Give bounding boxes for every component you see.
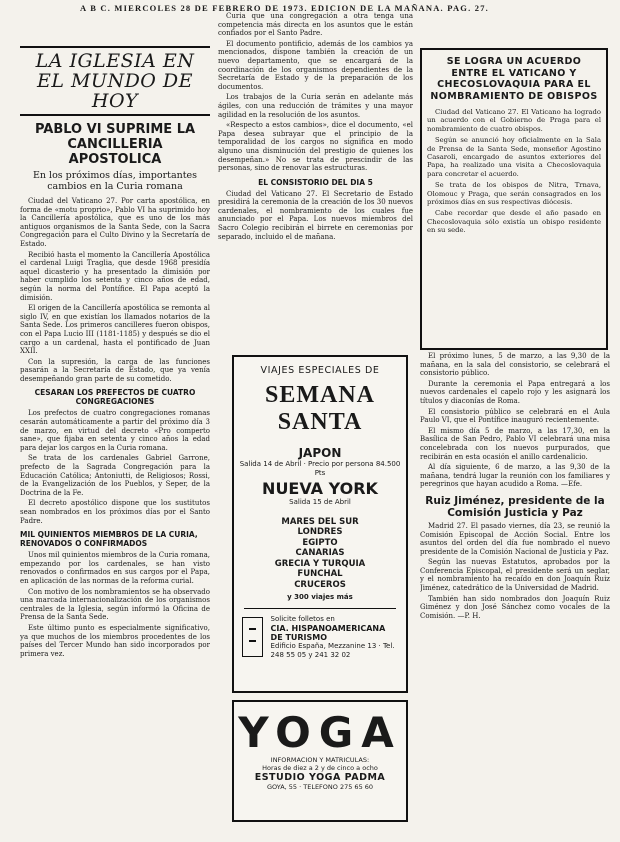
article-paragraph: El próximo lunes, 5 de marzo, a las 9,30 de la mañana, en la sala del consistorio, se celebrará el consistorio público. bbox=[420, 352, 610, 378]
section-kicker: LA IGLESIA EN EL MUNDO DE HOY bbox=[20, 46, 210, 116]
ad-destination-list bbox=[234, 517, 406, 591]
ad-intro: VIAJES ESPECIALES DE bbox=[260, 365, 380, 376]
ad-destination-detail: Salida 15 de Abril bbox=[289, 498, 351, 506]
article-paragraph: Los trabajos de la Curia serán en adelante más ágiles, con una reducción de trámites y una mayor agilidad en la resolución de los asuntos. bbox=[218, 93, 413, 119]
section-heading-curia: MIL QUINIENTOS MIEMBROS DE LA CURIA, RENOVADOS O CONFIRMADOS bbox=[20, 530, 198, 549]
article-paragraph: Este último punto es especialmente significativo, ya que muchos de los miembros procedentes de los países del Tercer Mundo han sido incorporados por primera vez. bbox=[20, 623, 210, 658]
section-heading-prefects: CESARAN LOS PREFECTOS DE CUATRO CONGREGACIONES bbox=[34, 388, 196, 407]
article-paragraph: Ciudad del Vaticano 27. Por carta apostólica, en forma de «motu proprio», Pablo VI ha suprimido hoy la Cancillería apostólica, que es uno de los más antiguos organismos de la Santa Sede, con la Sacra Congregación para el Culto Divino y la Secretaría de Estado. bbox=[20, 197, 210, 248]
ad-more: y 300 viajes más bbox=[287, 593, 353, 601]
article-paragraph: El decreto apostólico dispone que los sustitutos sean nombrados en los próximos días por el Santo Padre. bbox=[20, 499, 210, 525]
agreement-headline: SE LOGRA UN ACUERDO ENTRE EL VATICANO Y CHECOSLOVAQUIA PARA EL NOMBRAMIENTO DE OBISPOS bbox=[430, 56, 598, 102]
article-paragraph: El mismo día 5 de marzo, a las 17,30, en la Basílica de San Pedro, Pablo VI celebrará una misa concelebrada con los nuevos purpurados, que recibirán en esta ocasión el anillo cardenalicio. bbox=[420, 426, 610, 461]
list-item: MARES DEL SUR bbox=[281, 516, 359, 527]
yoga-address: GOYA, 55 · TELEFONO 275 65 60 bbox=[266, 783, 374, 791]
list-item: CANARIAS bbox=[295, 548, 345, 558]
article-paragraph: Durante la ceremonia el Papa entregará a los nuevos cardenales el capelo rojo y les asignará los títulos y diaconías de Roma. bbox=[420, 379, 610, 405]
article-paragraph: Se trata de los obispos de Nitra, Trnava, Olomouc y Praga, que serán consagrados en los próximos días en sus respectivas diócesis. bbox=[427, 181, 601, 207]
ad-destination-detail: Salida 14 de Abril · Precio por persona 84.500 Pts bbox=[239, 460, 401, 477]
travel-advertisement bbox=[232, 355, 408, 693]
article-paragraph: Se trata de los cardenales Gabriel Garrone, prefecto de la Sagrada Congregación para la Educación Católica; Antoniutti, de Religiosos; Rossi, de la Evangelización de los Pueblos, y Seper, de la Doctrina de la Fe. bbox=[20, 454, 210, 497]
agreement-box bbox=[420, 48, 608, 350]
article-paragraph: Los prefectos de cuatro congregaciones romanas cesarán automáticamente a partir del próximo día 3 de marzo, en virtud del decreto «Pro comperto sane», que fijaba en setenta y cinco años la edad para dejar los cargos en la Curia romana. bbox=[20, 409, 210, 452]
yoga-info: INFORMACION Y MATRICULAS: bbox=[270, 756, 370, 764]
list-item: CRUCEROS bbox=[294, 579, 346, 590]
article-paragraph: Según las nuevas Estatutos, aprobados por la Conferencia Episcopal, el presidente será un seglar, y el nombramiento ha recaído en don Joaquín Ruiz Jiménez, catedrático de la Universidad de Madrid. bbox=[420, 558, 610, 593]
list-item: EGIPTO bbox=[302, 537, 338, 548]
article-paragraph: El consistorio público se celebrará en el Aula Paulo VI, que el Pontífice inauguró recientemente. bbox=[420, 407, 610, 425]
article-paragraph: Al día siguiente, 6 de marzo, a las 9,30 de la mañana, tendrá lugar la reunión con los familiares y peregrinos que hayan acudido a Roma. —Efe. bbox=[420, 463, 610, 489]
article-paragraph: Unos mil quinientos miembros de la Curia romana, empezando por los cardenales, se han visto renovados o confirmados en sus cargos por el Papa, en aplicación de las normas de la reforma curial. bbox=[20, 551, 210, 585]
article-paragraph: También han sido nombrados don Joaquín Ruiz Giménez y don José Sánchez como vocales de la Comisión. —P. H. bbox=[420, 594, 610, 620]
agency-address: Edificio España, Mezzanine 13 · Tel. 248 55 05 y 241 32 02 bbox=[270, 641, 395, 659]
list-item: FUNCHAL bbox=[297, 569, 343, 579]
agency-block bbox=[234, 615, 406, 660]
agency-intro: Solicite folletos en bbox=[270, 614, 335, 623]
list-item: LONDRES bbox=[297, 527, 343, 537]
article-paragraph: Con motivo de los nombramientos se ha observado una marcada internacionalización de los organismos centrales de la Iglesia, según informó la Oficina de Prensa de la Santa Sede. bbox=[20, 587, 210, 622]
divider bbox=[244, 608, 396, 609]
article-paragraph: Curia que una congregación a otra tenga una competencia más directa en los asuntos que le están confiados por el Santo Padre. bbox=[218, 12, 413, 38]
article-paragraph: Ciudad del Vaticano 27. El Vaticano ha logrado un acuerdo con el Gobierno de Praga para el nombramiento de cuatro obispos. bbox=[427, 108, 601, 133]
yoga-title: YOGA bbox=[238, 708, 402, 757]
article-paragraph: El origen de la Cancillería apostólica se remonta al siglo IV, en que existían los llamados notarios de la Santa Sede. Los primeros cancilleres fueron obispos, con el Papa Lucio III (1181-1185) y después se dio el cargo a un cardenal, hasta el pontificado de Juan XXII. bbox=[20, 304, 210, 356]
article-paragraph: Según se anunció hoy oficialmente en la Sala de Prensa de la Santa Sede, monseñor Agostino Casaroli, encargado de asuntos exteriores del Papa, ha realizado una visita a Checoslovaquia para concretar el acuerdo. bbox=[427, 136, 601, 178]
ad-title: SEMANA SANTA bbox=[264, 382, 375, 435]
article-paragraph: Ciudad del Vaticano 27. El Secretario de Estado presidirá la ceremonia de la creación de los 30 nuevos cardenales, el nombramiento de los cuales fue anunciado por el Papa. Los nuevos miembros del Sacro Colegio recibirán el birrete en ceremonias por separado, incluido el de mañana. bbox=[218, 189, 413, 241]
article-paragraph: «Respecto a estos cambios», dice el documento, «el Papa desea subrayar que el principio de la temporalidad de los cargos no significa en modo alguno una disminución del prestigio de quienes los desempeñan.» No se trata de prescindir de las personas, sino de renovar las estructuras. bbox=[218, 121, 413, 173]
column-3-text bbox=[420, 352, 610, 832]
page-header: A B C. MIERCOLES 28 DE FEBRERO DE 1973. EDICION DE LA MAÑANA. PAG. 27. bbox=[80, 3, 489, 13]
ruiz-jimenez-headline: Ruiz Jiménez, presidente de la Comisión Justicia y Paz bbox=[425, 494, 605, 519]
agency-logo-icon bbox=[242, 617, 263, 657]
article-paragraph: Madrid 27. El pasado viernes, día 23, se reunió la Comisión Episcopal de Acción Social. Entre los asuntos del orden del día fue nombrado el nuevo presidente de la Comisión Nacional de Justicia y Paz. bbox=[420, 521, 610, 556]
article-paragraph: Con la supresión, la carga de las funciones pasarán a la Secretaría de Estado, que ya venía desempeñando gran parte de su cometido. bbox=[20, 357, 210, 383]
main-headline: PABLO VI SUPRIME LA CANCILLERIA APOSTOLICA bbox=[34, 122, 196, 167]
column-2-text bbox=[218, 12, 413, 352]
list-item: GRECIA Y TURQUIA bbox=[274, 558, 366, 569]
agency-text bbox=[271, 615, 398, 660]
ad-destination-japan: JAPON bbox=[298, 446, 342, 460]
main-subhead: En los próximos días, importantes cambios en la Curia romana bbox=[32, 170, 198, 192]
yoga-advertisement bbox=[232, 700, 408, 822]
article-paragraph: Cabe recordar que desde el año pasado en Checoslovaquia sólo existía un obispo residente en su sede. bbox=[427, 209, 601, 235]
ad-destination-newyork: NUEVA YORK bbox=[262, 479, 378, 498]
yoga-hours: Horas de diez a 2 y de cinco a ocho bbox=[262, 764, 378, 772]
column-1 bbox=[20, 46, 210, 836]
yoga-studio: ESTUDIO YOGA PADMA bbox=[254, 772, 386, 783]
article-paragraph: El documento pontificio, además de los cambios ya mencionados, dispone también la creación de un nuevo departamento, que se encargará de la coordinación de los organismos dependientes de la Secretaría de Estado y de la preparación de los documentos. bbox=[218, 39, 413, 91]
agency-name: CIA. HISPANOAMERICANA DE TURISMO bbox=[270, 623, 386, 642]
section-heading-consistory: EL CONSISTORIO DEL DIA 5 bbox=[258, 177, 373, 187]
article-paragraph: Recibió hasta el momento la Cancillería Apostólica el cardenal Luigi Traglia, que desde 1968 presidía aquel dicasterio y ha presentado la dimisión por haber cumplido los setenta y cinco años de edad, según la norma del Pontífice. El Papa aceptó la dimisión. bbox=[20, 250, 210, 302]
